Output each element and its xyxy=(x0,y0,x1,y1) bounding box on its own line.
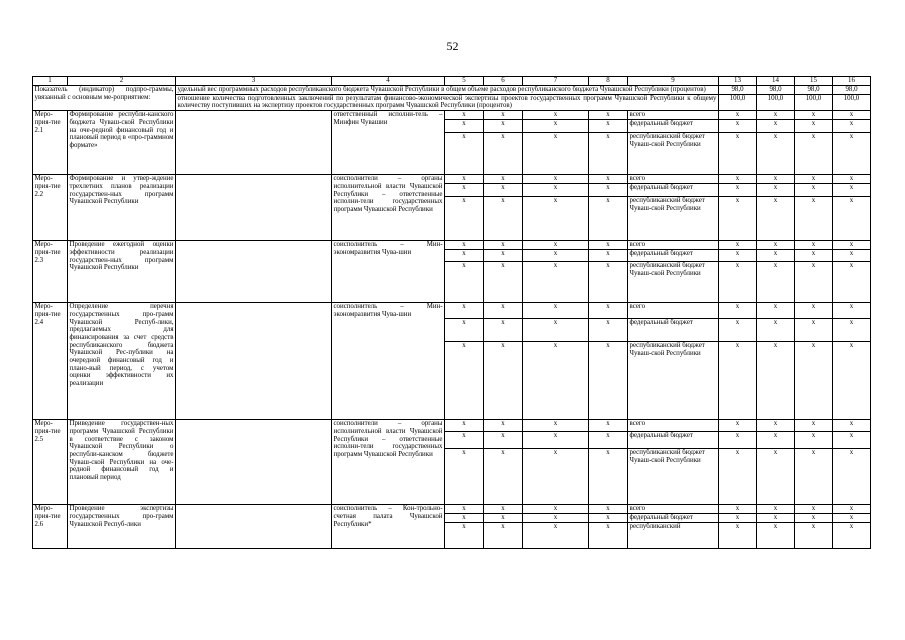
mark-cell: x xyxy=(757,120,795,133)
mark-cell: x xyxy=(719,262,757,303)
mark-cell: x xyxy=(795,303,833,319)
mark-cell: x xyxy=(795,120,833,133)
mark-cell: x xyxy=(757,197,795,241)
mark-cell: x xyxy=(719,120,757,133)
mark-cell: x xyxy=(484,184,523,197)
mark-cell: x xyxy=(833,175,871,184)
mark-cell: x xyxy=(757,262,795,303)
mark-cell: x xyxy=(757,432,795,449)
mark-cell: x xyxy=(833,319,871,342)
funding-source: всего xyxy=(628,111,719,120)
mark-cell: x xyxy=(795,184,833,197)
funding-source: всего xyxy=(628,241,719,250)
mark-cell: x xyxy=(757,175,795,184)
mark-cell: x xyxy=(523,184,589,197)
mark-cell: x xyxy=(757,184,795,197)
measure-executor: ответственный исполни-тель – Минфин Чувашии xyxy=(332,111,445,175)
mark-cell: x xyxy=(795,513,833,522)
mark-cell: x xyxy=(757,505,795,514)
measure-executor: соисполнители – органы исполнительной власти Чувашской Республики – ответственные исполни-тели государственных программ Чувашской Республики xyxy=(332,175,445,241)
mark-cell: x xyxy=(757,133,795,175)
mark-cell: x xyxy=(445,133,484,175)
mark-cell: x xyxy=(589,420,628,432)
mark-cell: x xyxy=(523,175,589,184)
mark-cell: x xyxy=(589,120,628,133)
mark-cell: x xyxy=(795,505,833,514)
mark-cell: x xyxy=(523,342,589,420)
measure-code: Меро-прия-тие 2.1 xyxy=(33,111,68,175)
mark-cell: x xyxy=(445,250,484,262)
mark-cell: x xyxy=(795,197,833,241)
mark-cell: x xyxy=(484,197,523,241)
mark-cell: x xyxy=(445,120,484,133)
measure-code: Меро-прия-тие 2.6 xyxy=(33,505,68,548)
mark-cell: x xyxy=(833,505,871,514)
mark-cell: x xyxy=(757,250,795,262)
indicator-label: Показатель (индикатор) подпро-граммы, увязанный с основным ме-роприятием: xyxy=(33,86,176,111)
mark-cell: x xyxy=(719,505,757,514)
mark-cell: x xyxy=(445,175,484,184)
mark-cell: x xyxy=(589,505,628,514)
mark-cell: x xyxy=(484,133,523,175)
funding-source: всего xyxy=(628,175,719,184)
mark-cell: x xyxy=(445,420,484,432)
mark-cell: x xyxy=(719,250,757,262)
mark-cell: x xyxy=(719,319,757,342)
measure-blank xyxy=(176,175,332,241)
mark-cell: x xyxy=(757,522,795,548)
measure-row xyxy=(33,420,871,432)
mark-cell: x xyxy=(445,111,484,120)
mark-cell: x xyxy=(589,319,628,342)
mark-cell: x xyxy=(795,250,833,262)
mark-cell: x xyxy=(484,522,523,548)
mark-cell: x xyxy=(719,432,757,449)
measure-row xyxy=(33,175,871,184)
funding-source: республиканский бюджет Чуваш-ской Республики xyxy=(628,449,719,505)
mark-cell: x xyxy=(757,449,795,505)
mark-cell: x xyxy=(589,241,628,250)
mark-cell: x xyxy=(719,420,757,432)
mark-cell: x xyxy=(795,111,833,120)
column-number: 4 xyxy=(332,77,445,86)
measure-name: Приведение государствен-ных программ Чувашской Республики в соответствие с законом Чувашской Республики о республи-канском бюджете Чуваш-ской Республики на оче-редной финансовый год и плановый период xyxy=(68,420,176,505)
mark-cell: x xyxy=(795,175,833,184)
mark-cell: x xyxy=(523,241,589,250)
mark-cell: x xyxy=(484,241,523,250)
mark-cell: x xyxy=(484,120,523,133)
mark-cell: x xyxy=(757,319,795,342)
mark-cell: x xyxy=(719,197,757,241)
measure-row xyxy=(33,241,871,250)
funding-source: республиканский бюджет Чуваш-ской Республики xyxy=(628,262,719,303)
mark-cell: x xyxy=(719,449,757,505)
mark-cell: x xyxy=(833,342,871,420)
mark-cell: x xyxy=(445,449,484,505)
mark-cell: x xyxy=(833,133,871,175)
mark-cell: x xyxy=(833,513,871,522)
mark-cell: x xyxy=(445,432,484,449)
indicator-value: 100,0 xyxy=(757,94,795,110)
mark-cell: x xyxy=(833,241,871,250)
mark-cell: x xyxy=(833,250,871,262)
measure-row xyxy=(33,505,871,514)
mark-cell: x xyxy=(523,120,589,133)
measure-name: Проведение ежегодной оценки эффективности реализации государствен-ных программ Чувашской Республики xyxy=(68,241,176,303)
measure-name: Определение перечня государственных про-грамм Чувашской Респуб-лики, предлагаемых для финансирования за счет средств республиканского бюджета Чувашской Рес-публики на очередной финансовый год и плано-вый период, с учетом оценки эффективности их реализации xyxy=(68,303,176,420)
mark-cell: x xyxy=(833,120,871,133)
column-number: 2 xyxy=(68,77,176,86)
mark-cell: x xyxy=(833,449,871,505)
indicator-text: отношение количества подготовленных заключений по результатам финансово-экономической экспертизы проектов государственных программ Чувашской Республики к общему количеству поступивших на экспертизу проектов государственных программ Чувашской Республики (процентов) xyxy=(177,94,717,110)
mark-cell: x xyxy=(445,513,484,522)
measure-blank xyxy=(176,111,332,175)
measure-name: Формирование и утвер-ждение трехлетних планов реализации государствен-ных программ Чувашской Республики xyxy=(68,175,176,241)
measure-row xyxy=(33,111,871,120)
mark-cell: x xyxy=(523,303,589,319)
mark-cell: x xyxy=(589,262,628,303)
mark-cell: x xyxy=(484,303,523,319)
measure-blank xyxy=(176,241,332,303)
mark-cell: x xyxy=(523,111,589,120)
mark-cell: x xyxy=(523,513,589,522)
funding-source: федеральный бюджет xyxy=(628,513,719,522)
mark-cell: x xyxy=(445,303,484,319)
measure-blank xyxy=(176,505,332,548)
mark-cell: x xyxy=(523,420,589,432)
mark-cell: x xyxy=(589,133,628,175)
mark-cell: x xyxy=(589,449,628,505)
mark-cell: x xyxy=(589,432,628,449)
mark-cell: x xyxy=(795,522,833,548)
mark-cell: x xyxy=(795,420,833,432)
indicator-value: 98,0 xyxy=(795,86,833,95)
column-number: 5 xyxy=(445,77,484,86)
mark-cell: x xyxy=(523,449,589,505)
mark-cell: x xyxy=(445,522,484,548)
mark-cell: x xyxy=(719,184,757,197)
mark-cell: x xyxy=(445,197,484,241)
funding-source: республиканский бюджет Чуваш-ской Республики xyxy=(628,342,719,420)
mark-cell: x xyxy=(589,197,628,241)
column-number: 9 xyxy=(628,77,719,86)
funding-source: всего xyxy=(628,420,719,432)
mark-cell: x xyxy=(833,420,871,432)
column-number: 14 xyxy=(757,77,795,86)
indicator-text: удельный вес программных расходов республиканского бюджета Чувашской Республики в общем объеме расходов республиканского бюджета Чувашской Республики (процентов) xyxy=(176,86,719,95)
funding-source: республиканский бюджет Чуваш-ской Республики xyxy=(628,133,719,175)
mark-cell: x xyxy=(523,505,589,514)
mark-cell: x xyxy=(833,432,871,449)
mark-cell: x xyxy=(757,342,795,420)
mark-cell: x xyxy=(484,111,523,120)
mark-cell: x xyxy=(719,133,757,175)
mark-cell: x xyxy=(445,184,484,197)
mark-cell: x xyxy=(833,262,871,303)
funding-source: федеральный бюджет xyxy=(628,432,719,449)
indicator-value: 100,0 xyxy=(833,94,871,110)
mark-cell: x xyxy=(484,342,523,420)
measure-code: Меро-прия-тие 2.4 xyxy=(33,303,68,420)
indicator-value: 98,0 xyxy=(719,86,757,95)
mark-cell: x xyxy=(833,522,871,548)
measure-executor: соисполнитель – Кон-трольно-счетная палата Чувашской Республики* xyxy=(332,505,445,548)
funding-source: всего xyxy=(628,505,719,514)
mark-cell: x xyxy=(719,303,757,319)
mark-cell: x xyxy=(719,111,757,120)
mark-cell: x xyxy=(523,262,589,303)
mark-cell: x xyxy=(523,319,589,342)
mark-cell: x xyxy=(589,175,628,184)
mark-cell: x xyxy=(523,432,589,449)
mark-cell: x xyxy=(589,342,628,420)
mark-cell: x xyxy=(445,319,484,342)
mark-cell: x xyxy=(484,513,523,522)
mark-cell: x xyxy=(719,522,757,548)
mark-cell: x xyxy=(833,303,871,319)
mark-cell: x xyxy=(589,303,628,319)
mark-cell: x xyxy=(445,505,484,514)
mark-cell: x xyxy=(795,449,833,505)
mark-cell: x xyxy=(757,241,795,250)
measure-executor: соисполнители – органы исполнительной власти Чувашской Республики – ответственные исполни-тели государственных программ Чувашской Республики xyxy=(332,420,445,505)
column-number: 3 xyxy=(176,77,332,86)
mark-cell: x xyxy=(589,250,628,262)
mark-cell: x xyxy=(523,133,589,175)
mark-cell: x xyxy=(795,432,833,449)
mark-cell: x xyxy=(484,432,523,449)
mark-cell: x xyxy=(589,513,628,522)
measure-executor: соисполнитель – Мин-экономразвития Чува-шии xyxy=(332,241,445,303)
mark-cell: x xyxy=(484,505,523,514)
mark-cell: x xyxy=(484,262,523,303)
funding-source: федеральный бюджет xyxy=(628,250,719,262)
mark-cell: x xyxy=(484,250,523,262)
mark-cell: x xyxy=(795,133,833,175)
mark-cell: x xyxy=(833,197,871,241)
mark-cell: x xyxy=(833,111,871,120)
column-number: 13 xyxy=(719,77,757,86)
mark-cell: x xyxy=(523,197,589,241)
measure-name: Формирование республи-канского бюджета Чуваш-ской Республики на оче-редной финансовый год и плановый период в «про-граммном формате» xyxy=(68,111,176,175)
mark-cell: x xyxy=(719,241,757,250)
mark-cell: x xyxy=(757,303,795,319)
funding-source: федеральный бюджет xyxy=(628,184,719,197)
page-number: 52 xyxy=(446,39,459,53)
funding-source: республиканский бюджет Чуваш-ской Республики xyxy=(628,197,719,241)
mark-cell: x xyxy=(445,241,484,250)
mark-cell: x xyxy=(795,319,833,342)
mark-cell: x xyxy=(589,111,628,120)
mark-cell: x xyxy=(589,522,628,548)
mark-cell: x xyxy=(589,184,628,197)
funding-source: федеральный бюджет xyxy=(628,120,719,133)
measure-code: Меро-прия-тие 2.2 xyxy=(33,175,68,241)
measure-row xyxy=(33,303,871,319)
indicator-value: 98,0 xyxy=(833,86,871,95)
indicator-value: 100,0 xyxy=(719,94,757,110)
mark-cell: x xyxy=(719,342,757,420)
mark-cell: x xyxy=(523,250,589,262)
funding-source: всего xyxy=(628,303,719,319)
mark-cell: x xyxy=(484,420,523,432)
measure-code: Меро-прия-тие 2.3 xyxy=(33,241,68,303)
measure-executor: соисполнитель – Мин-экономразвития Чува-шии xyxy=(332,303,445,420)
mark-cell: x xyxy=(757,513,795,522)
mark-cell: x xyxy=(484,449,523,505)
column-number: 6 xyxy=(484,77,523,86)
indicator-value: 98,0 xyxy=(757,86,795,95)
measure-code: Меро-прия-тие 2.5 xyxy=(33,420,68,505)
program-table xyxy=(32,76,871,549)
mark-cell: x xyxy=(833,184,871,197)
column-number: 1 xyxy=(33,77,68,86)
funding-source: федеральный бюджет xyxy=(628,319,719,342)
mark-cell: x xyxy=(445,262,484,303)
mark-cell: x xyxy=(795,342,833,420)
indicator-row xyxy=(33,86,871,95)
mark-cell: x xyxy=(484,175,523,184)
column-number: 7 xyxy=(523,77,589,86)
indicator-value: 100,0 xyxy=(795,94,833,110)
mark-cell: x xyxy=(757,111,795,120)
column-number: 8 xyxy=(589,77,628,86)
mark-cell: x xyxy=(719,513,757,522)
measure-blank xyxy=(176,420,332,505)
mark-cell: x xyxy=(719,175,757,184)
mark-cell: x xyxy=(757,420,795,432)
mark-cell: x xyxy=(523,522,589,548)
mark-cell: x xyxy=(445,342,484,420)
column-number: 16 xyxy=(833,77,871,86)
column-number: 15 xyxy=(795,77,833,86)
measure-blank xyxy=(176,303,332,420)
funding-source: республиканский xyxy=(628,522,719,548)
mark-cell: x xyxy=(795,241,833,250)
mark-cell: x xyxy=(484,319,523,342)
measure-name: Проведение экспертизы государственных про-грамм Чувашской Респуб-лики xyxy=(68,505,176,548)
mark-cell: x xyxy=(795,262,833,303)
column-number-row xyxy=(33,77,871,86)
